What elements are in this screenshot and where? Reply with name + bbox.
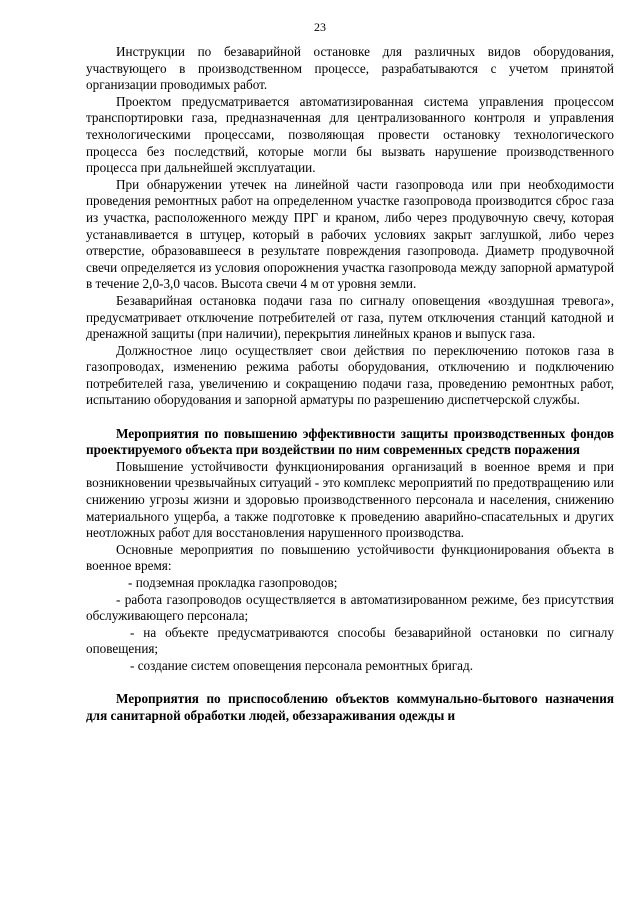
list-item: - подземная прокладка газопроводов; (128, 575, 338, 590)
paragraph: Повышение устойчивости функционирования организаций в военное время и при возникновении чрезвычайных ситуаций - это комплекс мероприятий по предотвращению или снижению угрозы жизни и здоровью производственного персонала и населения, снижению материального ущерба, а также подготовке к проведению аварийно-спасательных и других неотложных работ для восстановления нарушенного производства. (86, 458, 614, 541)
paragraph: Основные мероприятия по повышению устойчивости функционирования объекта в военное время: (86, 541, 614, 574)
section-heading: Мероприятия по повышению эффективности защиты производственных фондов проектируемого объекта при воздействии по ним современных средств поражения (86, 425, 614, 458)
measures-list (86, 575, 614, 675)
paragraph: Должностное лицо осуществляет свои действия по переключению потоков газа в газопроводах, изменению режима работы оборудования, отключению и подключению потребителей газа, увеличению и сокращению подачи газа, проведению ремонтных работ, испытанию оборудования и запорной арматуры по разрешению диспетчерской службы. (86, 342, 614, 408)
section-spacer (86, 675, 614, 692)
paragraph: Проектом предусматривается автоматизированная система управления процессом транспортировки газа, предназначенная для централизованного контроля и управления технологическими процессами, позволяющая провести остановку технологического процесса без последствий, которые могли бы вызвать нарушение производственного процесса при дальнейшей эксплуатации. (86, 93, 614, 176)
section-heading: Мероприятия по приспособлению объектов коммунально-бытового назначения для санитарной обработки людей, обеззараживания одежды и (86, 691, 614, 723)
list-item: - на объекте предусматриваются способы безаварийной остановки по сигналу оповещения; (86, 624, 614, 657)
paragraph: Инструкции по безаварийной остановке для различных видов оборудования, участвующего в производственном процессе, разрабатываются с учетом принятой организации проводимых работ. (86, 44, 614, 93)
paragraph: При обнаружении утечек на линейной части газопровода или при необходимости проведения ремонтных работ на определенном участке газопровода производится сброс газа из участка, расположенного между ПРГ и краном, либо через продувочную свечу, которая устанавливается в штуцер, который в рабочих условиях закрыт заглушкой, либо через отверстие, образовавшееся в результате повреждения газопровода. Диаметр продувочной свечи определяется из условия опорожнения участка газопровода между запорной арматурой в течение 2,0-3,0 часов. Высота свечи 4 м от уровня земли. (86, 176, 614, 292)
section-spacer (86, 409, 614, 426)
document-body (86, 44, 614, 724)
list-item: - работа газопроводов осуществляется в автоматизированном режиме, без присутствия обслуживающего персонала; (86, 591, 614, 624)
page-number: 23 (314, 20, 326, 34)
paragraph: Безаварийная остановка подачи газа по сигналу оповещения «воздушная тревога», предусматривает отключение потребителей от газа, путем отключения станций катодной и дренажной защиты (при наличии), перекрытия линейных кранов и выпуск газа. (86, 292, 614, 342)
list-item: - создание систем оповещения персонала ремонтных бригад. (130, 657, 474, 673)
